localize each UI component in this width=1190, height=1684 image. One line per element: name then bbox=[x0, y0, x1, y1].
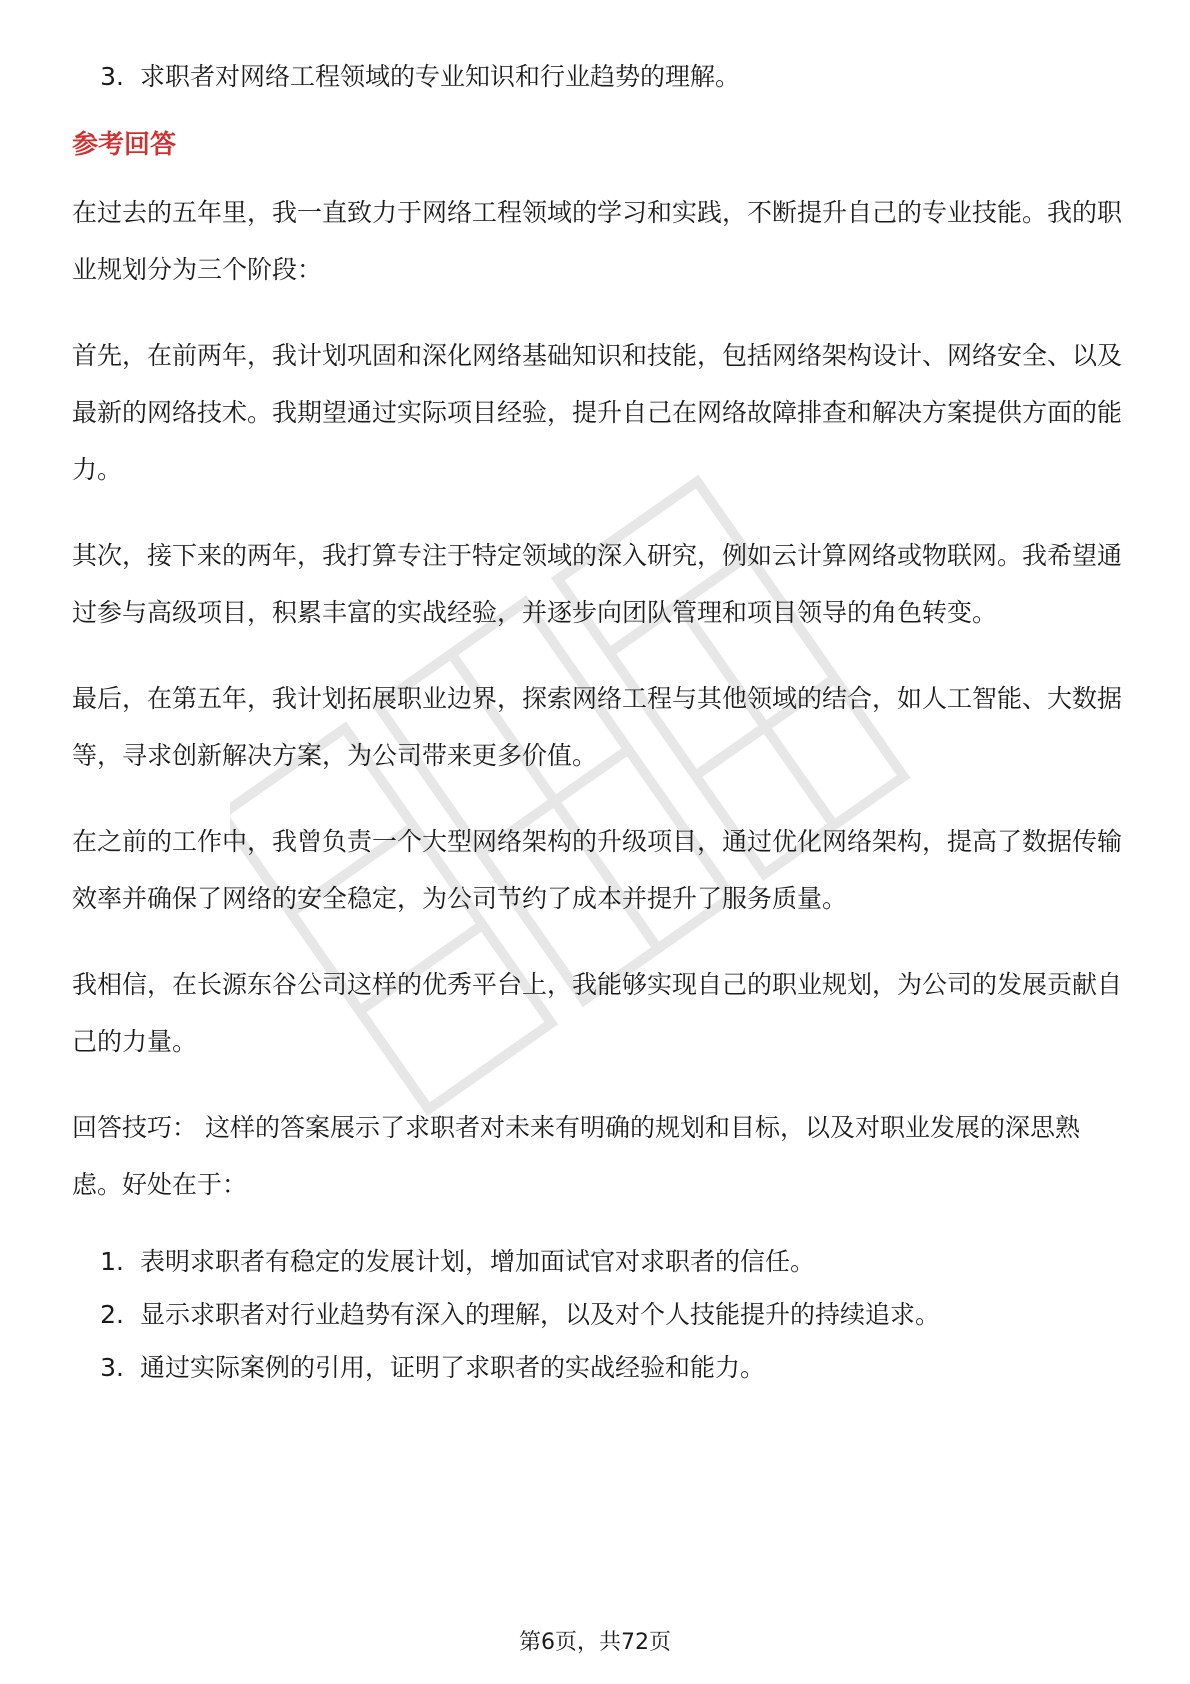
page-footer: 第6页，共72页 bbox=[519, 1630, 671, 1655]
list-number: 3. bbox=[100, 62, 124, 91]
list-text: 求职者对网络工程领域的专业知识和行业趋势的理解。 bbox=[140, 62, 741, 91]
list-number: 2. bbox=[100, 1300, 124, 1329]
list-item bbox=[72, 1243, 1122, 1281]
paragraph-conclusion: 我相信，在长源东谷公司这样的优秀平台上，我能够实现自己的职业规划，为公司的发展贡献自己的力量。 bbox=[72, 970, 1123, 1056]
paragraph-intro: 在过去的五年里，我一直致力于网络工程领域的学习和实践，不断提升自己的专业技能。我的职业规划分为三个阶段： bbox=[72, 198, 1123, 284]
document-body bbox=[72, 58, 1122, 1387]
list-number: 1. bbox=[100, 1247, 124, 1276]
paragraph-stage-two: 其次，接下来的两年，我打算专注于特定领域的深入研究，例如云计算网络或物联网。我希望通过参与高级项目，积累丰富的实战经验，并逐步向团队管理和项目领导的角色转变。 bbox=[72, 541, 1123, 627]
paragraph-experience: 在之前的工作中，我曾负责一个大型网络架构的升级项目，通过优化网络架构，提高了数据传输效率并确保了网络的安全稳定，为公司节约了成本并提升了服务质量。 bbox=[72, 827, 1123, 913]
list-text: 通过实际案例的引用，证明了求职者的实战经验和能力。 bbox=[140, 1353, 766, 1382]
list-item bbox=[72, 1349, 1122, 1387]
list-item bbox=[72, 58, 1122, 96]
list-number: 3. bbox=[100, 1353, 124, 1382]
paragraph-stage-one: 首先，在前两年，我计划巩固和深化网络基础知识和技能，包括网络架构设计、网络安全、以及最新的网络技术。我期望通过实际项目经验，提升自己在网络故障排查和解决方案提供方面的能力。 bbox=[72, 341, 1123, 484]
list-text: 显示求职者对行业趋势有深入的理解，以及对个人技能提升的持续追求。 bbox=[140, 1300, 941, 1329]
list-item bbox=[72, 1296, 1122, 1334]
top-list bbox=[72, 58, 1122, 96]
paragraph-tips: 回答技巧： 这样的答案展示了求职者对未来有明确的规划和目标，以及对职业发展的深思熟虑。好处在于： bbox=[72, 1113, 1080, 1199]
tips-list bbox=[72, 1243, 1122, 1387]
list-text: 表明求职者有稳定的发展计划，增加面试官对求职者的信任。 bbox=[140, 1247, 816, 1276]
paragraph-stage-three: 最后，在第五年，我计划拓展职业边界，探索网络工程与其他领域的结合，如人工智能、大数据等，寻求创新解决方案，为公司带来更多价值。 bbox=[72, 684, 1123, 770]
section-heading: 参考回答 bbox=[72, 130, 177, 160]
